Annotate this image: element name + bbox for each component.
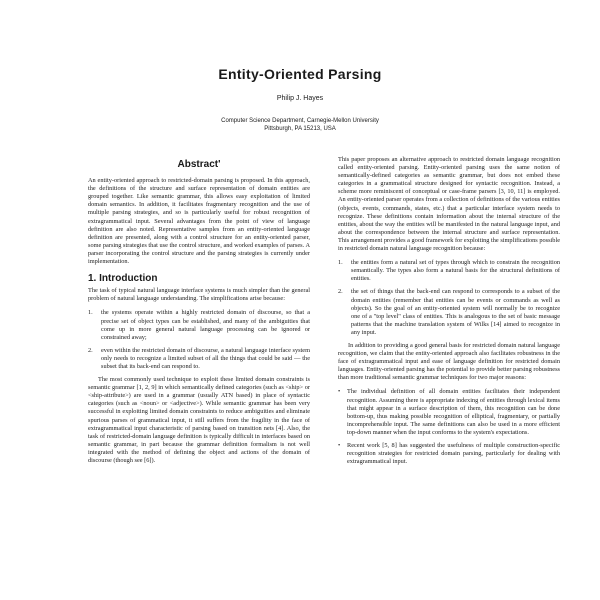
intro-paragraph: The task of typical natural language interface systems is much simpler than the general problem of natural language understanding. The simplifications arise because: bbox=[88, 287, 310, 303]
list-item bbox=[88, 347, 310, 371]
list-text: the entities form a natural set of types through which to constrain the recognition semantically. The types also form a natural basis for the structural definitions of entities. bbox=[351, 259, 560, 283]
paper-title: Entity-Oriented Parsing bbox=[218, 66, 382, 82]
body-paragraph: This paper proposes an alternative approach to restricted domain language recognition called entity-oriented parsing. Entity-oriented parsing uses the same notion of semantically-defined categories as semantic grammar, but does not embed these categories in a grammatical structure designed for syntactic recognition. Instead, a scheme more reminiscent of conceptual or case-frame parsers [3, 10, 11] is employed. An entity-oriented parser operates from a collection of definitions of the various entities (objects, events, commands, states, etc.) that a particular interface system needs to recognize. These definitions contain information about the internal structure of the entities, about the way the entities will be manifested in the natural language input, and about the correspondence between the internal structure and surface representation. This arrangement provides a good framework for exploiting the simplifications possible in restricted domain natural language recognition because: bbox=[338, 156, 560, 253]
abstract-heading: Abstract' bbox=[177, 159, 221, 170]
affiliation-city: Pittsburgh, PA 15213, USA bbox=[264, 126, 336, 132]
affiliation-department: Computer Science Department, Carnegie-Mellon University bbox=[221, 118, 379, 124]
bullet-text: The individual definition of all domain entities facilitates their independent recognition. Assuming there is appropriate indexing of entities through lexical items that might appear in a surface description of them, this recognition can be done bottom-up, thus making possible recognition of elliptical, fragmentary, or partially incomprehensible input. The same definitions can also be used in a more efficient top-down manner when the input conforms to the system's expectations. bbox=[347, 388, 560, 436]
body-paragraph: The most commonly used technique to exploit these limited domain constraints is semantic grammar [1, 2, 9] in which semantically defined categories (such as <ship> or <ship-attribute>) are used in a grammar (usually ATN based) in place of syntactic categories (such as <noun> or <adjective>). While semantic grammar has been very successful in exploiting limited domain constraints to reduce ambiguities and eliminate spurious parses of grammatical input, it still suffers from the fragility in the face of extragrammatical input characteristic of parsing based on transition nets [4]. Also, the task of restricted-domain language definition is typically difficult in interfaces based on semantic grammar, in part because the grammar definition formalism is not well integrated with the method of defining the object and actions of the domain of discourse (though see [6]). bbox=[88, 376, 310, 464]
list-text: even within the restricted domain of discourse, a natural language interface system only needs to recognize a limited subset of all the things that could be said — the subset that its back-end can respond to. bbox=[101, 346, 310, 370]
list-text: the systems operate within a highly restricted domain of discourse, so that a precise set of object types can be established, and many of the ambiguities that come up in more general natural language processing can be ignored or constrained away; bbox=[101, 309, 310, 341]
list-text: the set of things that the back-end can respond to corresponds to a subset of the domain entities (remember that entities can be events or commands as well as objects). So the goal of an entity-oriented system will normally be to recognize one of a "top level" class of entities. This is analogous to the set of basic message patterns that the machine translation system of Wilks [14] aimed to recognize in any input. bbox=[351, 288, 560, 336]
bullet-icon: • bbox=[338, 442, 341, 449]
section-heading-introduction: 1. Introduction bbox=[88, 273, 158, 285]
list-item bbox=[88, 309, 310, 341]
bullet-text: Recent work [5, 8] has suggested the usefulness of multiple construction-specific recognition strategies for restricted domain parsing, particularly for dealing with extragrammatical input. bbox=[347, 442, 560, 466]
bullet-item bbox=[338, 388, 560, 437]
list-item bbox=[338, 288, 560, 337]
right-column bbox=[338, 156, 560, 471]
list-marker: 1. bbox=[88, 309, 93, 317]
bullet-icon: • bbox=[338, 388, 341, 396]
left-column bbox=[88, 156, 310, 471]
author-name: Philip J. Hayes bbox=[276, 95, 324, 102]
list-marker: 1. bbox=[338, 259, 343, 267]
list-item bbox=[338, 259, 560, 283]
list-marker: 2. bbox=[338, 288, 343, 296]
abstract-text: An entity-oriented approach to restricted-domain parsing is proposed. In this approach, the definitions of the structure and surface representation of domain entities are grouped together. Like semantic grammar, this allows easy exploitation of limited domain semantics. In addition, it facilitates fragmentary recognition and the use of multiple parsing strategies, and so is particularly useful for robust recognition of extragrammatical input. Several advantages from the point of view of language definition are also noted. Representative samples from an entity-oriented language definition are presented, along with a control structure for an entity-oriented parser, some parsing strategies that use the control structure, and worked examples of parses. A parser incorporating the control structure and the parsing strategies is currently under implementation. bbox=[88, 177, 310, 266]
body-paragraph: In addition to providing a good general basis for restricted domain natural language recognition, we claim that the entity-oriented approach also facilitates robustness in the face of extragrammatical input and ease of language definition for restricted domain languages. Entity-oriented parsing has the potential to provide better parsing robustness than more traditional semantic grammar techniques for two major reasons: bbox=[338, 341, 560, 382]
bullet-item bbox=[338, 442, 560, 466]
list-marker: 2. bbox=[88, 346, 93, 354]
